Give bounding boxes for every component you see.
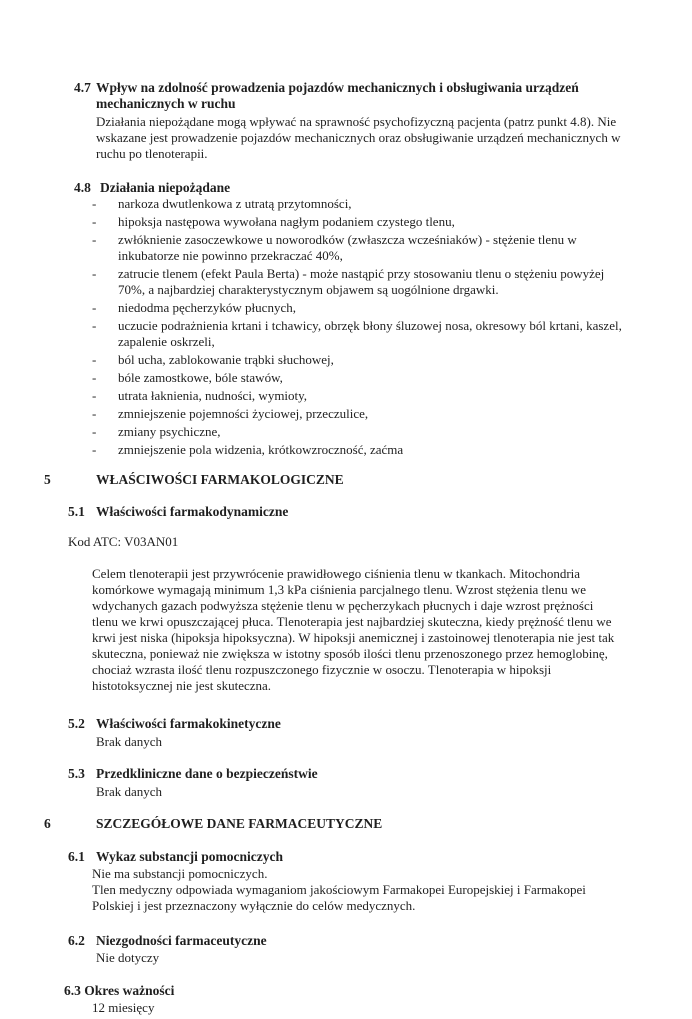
bullet-dash: - [92,370,97,385]
section-5-3-title: Przedkliniczne dane o bezpieczeństwie [96,766,318,781]
section-5-1-title: Właściwości farmakodynamiczne [96,504,289,519]
bullet-dash: - [92,424,97,439]
list-item-text: hipoksja następowa wywołana nagłym podaniem czystego tlenu, [118,214,455,229]
section-4-8-title: Działania niepożądane [100,180,231,195]
section-6-1-number: 6.1 [68,849,85,864]
section-4-7-number: 4.7 [74,80,91,95]
list-item-text: bóle zamostkowe, bóle stawów, [118,370,283,385]
section-6-1-title: Wykaz substancji pomocniczych [96,849,284,864]
list-item-text: zatrucie tlenem (efekt Paula Berta) - może nastąpić przy stosowaniu tlenu o stężeniu powyżej [118,266,605,281]
section-4-7-text-line: Działania niepożądane mogą wpływać na sprawność psychofizyczną pacjenta (patrz punkt 4.8). Nie [96,114,617,129]
section-5-3-number: 5.3 [68,766,85,781]
list-item-text: zapalenie oskrzeli, [118,334,215,349]
bullet-dash: - [92,214,97,229]
paragraph-line: tlenu we krwi opuszczającej płuca. Tlenoterapia jest najbardziej skuteczna, kiedy prężność tlenu we [92,614,612,629]
bullet-dash: - [92,388,97,403]
section-5-2-text: Brak danych [96,734,163,749]
bullet-dash: - [92,300,97,315]
bullet-dash: - [92,442,97,457]
section-6-3-text: 12 miesięcy [92,1000,155,1015]
list-item-text: 70%, a najbardziej charakterystycznym objawem są uogólnione drgawki. [118,282,499,297]
paragraph-line: histotoksycznej nie jest skuteczna. [92,678,272,693]
section-5-2-number: 5.2 [68,716,85,731]
bullet-dash: - [92,266,97,281]
list-item-text: narkoza dwutlenkowa z utratą przytomności, [118,196,352,211]
paragraph-line: chociaż wzrasta ilość tlenu rozpuszczonego fizycznie w osoczu. Tlenoterapia w hipoksji [92,662,552,677]
section-6-1-text-line: Nie ma substancji pomocniczych. [92,866,268,881]
bullet-dash: - [92,406,97,421]
section-4-7-title-line-1: Wpływ na zdolność prowadzenia pojazdów mechanicznych i obsługiwania urządzeń [96,80,579,95]
section-5-title: WŁAŚCIWOŚCI FARMAKOLOGICZNE [96,472,344,487]
list-item-text: niedodma pęcherzyków płucnych, [118,300,296,315]
list-item-text: inkubatorze nie powinno przekraczać 40%, [118,248,343,263]
list-item-text: ból ucha, zablokowanie trąbki słuchowej, [118,352,334,367]
section-6-1-text-line: Polskiej i jest przeznaczony wyłącznie do celów medycznych. [92,898,416,913]
paragraph-line: wdychanych gazach podwyższa stężenie tlenu w pęcherzykach płucnych i daje wzrost prężności [92,598,594,613]
paragraph-line: komórkowe wymagają minimum 1,3 kPa ciśnienia parcjalnego tlenu. Wzrost stężenia tlenu we [92,582,586,597]
section-5-1-number: 5.1 [68,504,85,519]
list-item-text: zwłóknienie zasoczewkowe u noworodków (zwłaszcza wcześniaków) - stężenie tlenu w [118,232,577,247]
section-6-2-text: Nie dotyczy [96,950,160,965]
section-5-3-text: Brak danych [96,784,163,799]
section-6-number: 6 [44,816,51,831]
section-4-7-title-line-2: mechanicznych w ruchu [96,96,236,111]
section-4-7-text-line: wskazane jest prowadzenie pojazdów mechanicznych oraz obsługiwanie urządzeń mechanicznych w [96,130,621,145]
section-4-7-text-line: ruchu po tlenoterapii. [96,146,208,161]
section-6-3-heading: 6.3 Okres ważności [64,983,175,998]
section-5-2-title: Właściwości farmakokinetyczne [96,716,281,731]
section-6-2-title: Niezgodności farmaceutyczne [96,933,267,948]
bullet-dash: - [92,352,97,367]
list-item-text: zmiany psychiczne, [118,424,221,439]
list-item-text: utrata łaknienia, nudności, wymioty, [118,388,308,403]
paragraph-line: krwi jest niska (hipoksja hipoksyczna). W hipoksji anemicznej i zastoinowej tlenoterapia nie jest tak [92,630,615,645]
bullet-dash: - [92,232,97,247]
section-6-title: SZCZEGÓŁOWE DANE FARMACEUTYCZNE [96,816,383,831]
section-6-1-text-line: Tlen medyczny odpowiada wymaganiom jakościowym Farmakopei Europejskiej i Farmakopei [92,882,586,897]
paragraph-line: Celem tlenoterapii jest przywrócenie prawidłowego ciśnienia tlenu w tkankach. Mitochondria [92,566,581,581]
list-item-text: zmniejszenie pojemności życiowej, przeczulice, [118,406,369,421]
bullet-dash: - [92,196,97,211]
paragraph-line: skuteczna, ponieważ nie zwiększa w istotny sposób ilości tlenu przenoszonego przez hemoglobinę, [92,646,608,661]
bullet-dash: - [92,318,97,333]
section-6-2-number: 6.2 [68,933,85,948]
section-4-8-number: 4.8 [74,180,91,195]
list-item-text: zmniejszenie pola widzenia, krótkowzroczność, zaćma [118,442,404,457]
atc-code: Kod ATC: V03AN01 [68,534,179,549]
list-item-text: uczucie podrażnienia krtani i tchawicy, obrzęk błony śluzowej nosa, okresowy ból krtani, kaszel, [118,318,622,333]
section-5-number: 5 [44,472,51,487]
